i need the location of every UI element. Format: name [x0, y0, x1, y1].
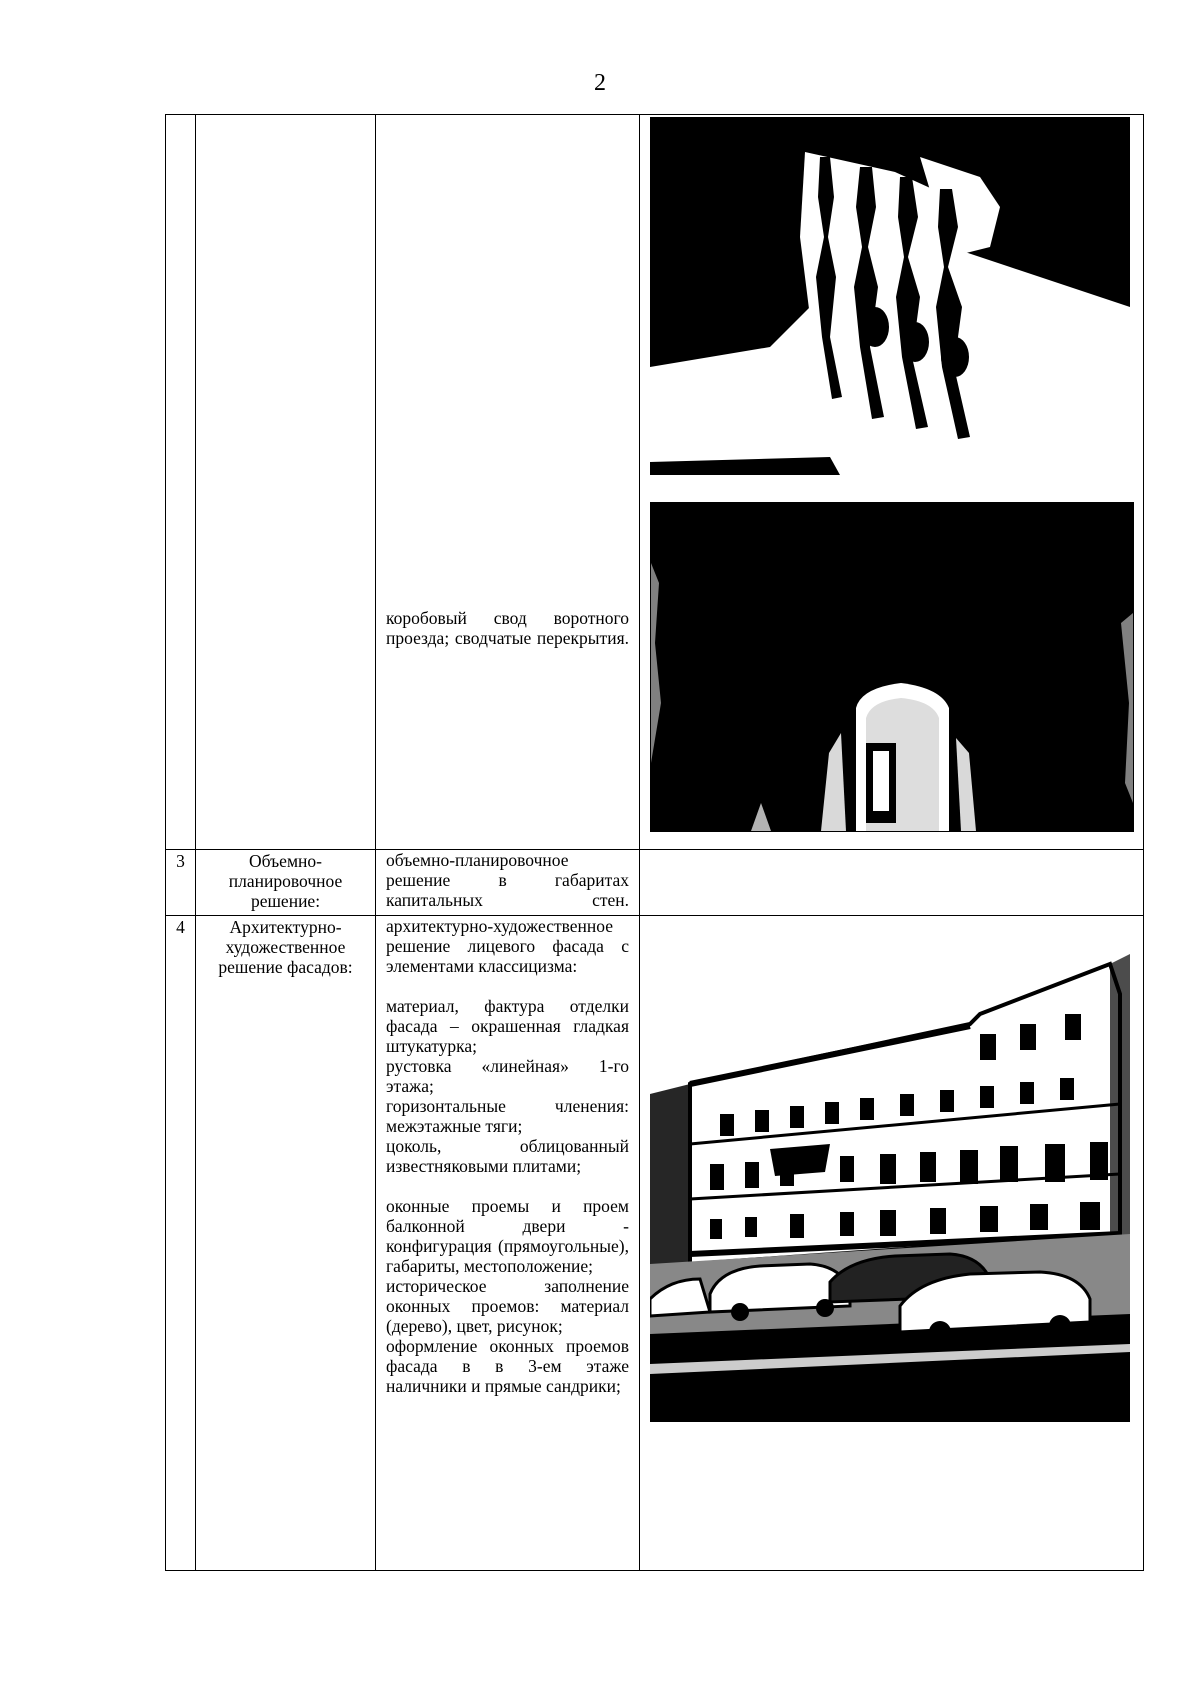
row-name — [196, 115, 376, 850]
vault-description: коробовый свод воротного проезда; сводчатые перекрытия. — [386, 608, 629, 648]
facade-solution-text: архитектурно-художественное решение лицевого фасада с элементами классицизма: — [386, 916, 629, 976]
row-name: Архитектурно-художественное решение фасадов: — [196, 916, 376, 1571]
volume-planning-description: объемно-планировочное решение в габаритах капитальных стен. — [386, 850, 629, 910]
photo-cell — [640, 850, 1144, 916]
row-number: 4 — [166, 916, 196, 1571]
horizontal-divisions-text: горизонтальные членения: межэтажные тяги; — [386, 1096, 629, 1136]
window-openings-text: оконные проемы и проем балконной двери - конфигурация (прямоугольные), габариты, местоположение; — [386, 1196, 629, 1276]
row-description — [376, 916, 640, 1571]
photo-cell — [640, 115, 1144, 850]
staircase-balustrade-photo — [650, 117, 1130, 475]
row-description — [376, 850, 640, 916]
window-decoration-text: оформление оконных проемов фасада в в 3-ем этаже наличники и прямые сандрики; — [386, 1336, 629, 1396]
protection-subject-table — [165, 114, 1144, 1571]
row-number: 3 — [166, 850, 196, 916]
row-name: Объемно-планировочное решение: — [196, 850, 376, 916]
table-row — [166, 115, 1144, 850]
vaulted-passage-photo — [650, 502, 1134, 832]
table-row — [166, 850, 1144, 916]
table-row — [166, 916, 1144, 1571]
row-number — [166, 115, 196, 850]
page-number: 2 — [594, 70, 606, 96]
window-filling-text: историческое заполнение оконных проемов: материал (дерево), цвет, рисунок; — [386, 1276, 629, 1336]
facade-material-text: материал, фактура отделки фасада – окрашенная гладкая штукатурка; — [386, 996, 629, 1056]
photo-cell — [640, 916, 1144, 1571]
row-description — [376, 115, 640, 850]
rustication-text: рустовка «линейная» 1-го этажа; — [386, 1056, 629, 1096]
plinth-text: цоколь, облицованный известняковыми плитами; — [386, 1136, 629, 1176]
building-facade-photo — [650, 934, 1130, 1422]
